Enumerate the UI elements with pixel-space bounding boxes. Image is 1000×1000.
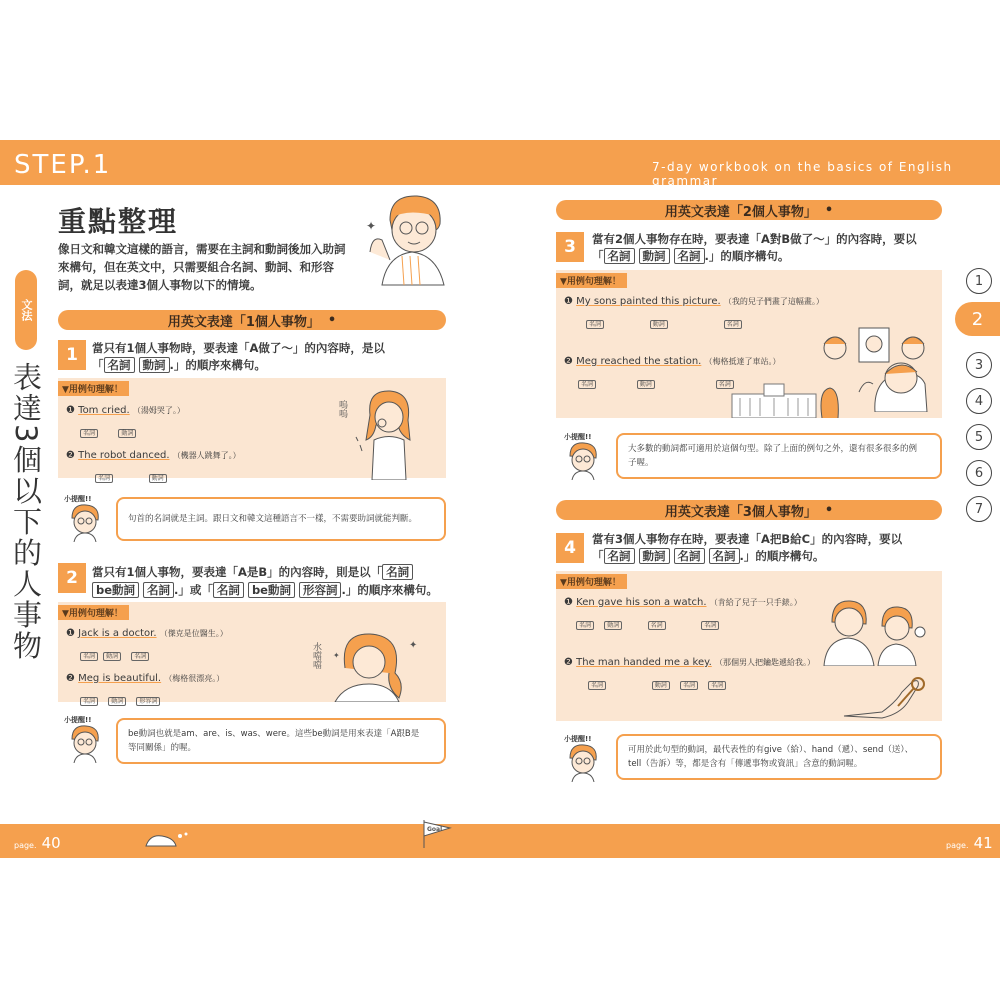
label: 動詞 [650, 320, 668, 329]
noun-box: 名詞 [674, 548, 705, 564]
chapter-1-circle[interactable]: 1 [966, 268, 992, 294]
label: 動詞 [637, 380, 655, 389]
rule-2-end: .」的順序來構句。 [341, 583, 438, 597]
example-5: ❶ My sons painted this picture. （我的兒子們畫了這幅畫。） [564, 296, 824, 307]
example-1-en: Tom cried. [78, 405, 130, 416]
label: 形容詞 [136, 697, 160, 706]
label: 名詞 [724, 320, 742, 329]
example-7-en: Ken gave his son a watch. [576, 597, 707, 608]
teacher-avatar-icon [562, 440, 606, 480]
label: 動詞 [604, 621, 622, 630]
side-tab [15, 270, 37, 350]
station-illustration [730, 380, 840, 418]
example-3: ❶ Jack is a doctor. （傑克是位醫生。） [66, 628, 228, 639]
chapter-6-circle[interactable]: 6 [966, 460, 992, 486]
example-6-zh: （梅格抵達了車站。） [704, 357, 781, 366]
example-6: ❷ Meg reached the station. （梅格抵達了車站。） [564, 356, 781, 367]
side-tab-label: 文法 [20, 299, 33, 321]
example-6-labels [578, 371, 734, 390]
noun-box: 名詞 [382, 564, 413, 580]
label: 動詞 [149, 474, 167, 483]
rule-3-line: 當有2個人事物存在時，要表達「A對B做了～」的內容時，要以 [592, 232, 917, 246]
rule-4-text: 當有3個人事物存在時，要表達「A把B給C」的內容時，要以 「 名詞 動詞 名詞 名詞 .」的順序構句。 [592, 532, 903, 563]
page-label: page. [14, 841, 37, 850]
tip-label: 小提醒!! [64, 716, 92, 724]
intro-line: 詞，就足以表達3個人事物以下的情境。 [58, 278, 262, 292]
rule-2-text [92, 563, 438, 599]
noun-box: 名詞 [604, 248, 635, 264]
tip-label: 小提醒!! [564, 735, 592, 743]
example-4-zh: （梅格很漂亮。） [164, 674, 225, 683]
page-number-left [14, 833, 61, 852]
teacher-avatar-icon [562, 742, 606, 782]
tip-3-bubble [616, 433, 942, 479]
label: 名詞 [576, 621, 594, 630]
example-4: ❷ Meg is beautiful. （梅格很漂亮。） [66, 673, 225, 684]
teacher-avatar-icon [64, 723, 108, 763]
noun-box: 名詞 [104, 357, 135, 373]
example-5-zh: （我的兒子們畫了這幅畫。） [723, 297, 824, 306]
example-tag: ▼用例句理解！ [58, 605, 129, 620]
page-number: 41 [973, 834, 993, 852]
label: 動詞 [652, 681, 670, 690]
page-number: 40 [41, 834, 61, 852]
goal-flag [420, 818, 454, 852]
label: 名詞 [680, 681, 698, 690]
page-title: 重點整理 [58, 205, 179, 238]
example-4-labels [80, 688, 160, 707]
example-tag: ▼用例句理解！ [556, 574, 627, 589]
svg-text:✦: ✦ [333, 651, 340, 660]
label: 名詞 [648, 621, 666, 630]
tip-label: 小提醒!! [564, 433, 592, 441]
section-3-title: 用英文表達「3個人事物」 [664, 504, 817, 520]
example-tag: ▼用例句理解！ [58, 381, 129, 396]
example-2-labels [95, 465, 167, 484]
example-7: ❶ Ken gave his son a watch. （肯給了兒子一只手錶。） [564, 597, 802, 608]
be-verb-box: be動詞 [92, 582, 139, 598]
rule-1-number: 1 [58, 340, 86, 370]
example-3-en: Jack is a doctor. [78, 628, 157, 639]
example-8-en: The man handed me a key. [576, 657, 712, 668]
example-tag: ▼用例句理解！ [556, 273, 627, 288]
page-label: page. [946, 841, 969, 850]
example-8-labels [588, 672, 726, 691]
label: 名詞 [708, 681, 726, 690]
example-6-en: Meg reached the station. [576, 356, 702, 367]
tip-1-text: 句首的名詞就是主詞。跟日文和韓文這種語言不一樣，不需要助詞就能判斷。 [128, 514, 418, 524]
teacher-avatar-icon [64, 502, 108, 542]
example-2: ❷ The robot danced. （機器人跳舞了。） [66, 450, 241, 461]
verb-box: 動詞 [639, 248, 670, 264]
hand-key-icon [842, 672, 932, 720]
example-7-labels [576, 612, 719, 631]
tip-2-bubble [116, 718, 446, 764]
label: 名詞 [588, 681, 606, 690]
verb-box: 動詞 [139, 357, 170, 373]
section-3-pill: 用英文表達「3個人事物」 • [556, 500, 942, 520]
label: 名詞 [716, 380, 734, 389]
chapter-7-circle[interactable]: 7 [966, 496, 992, 522]
example-7-zh: （肯給了兒子一只手錶。） [709, 598, 802, 607]
example-5-labels [586, 311, 742, 330]
label: 名詞 [578, 380, 596, 389]
example-1-labels [80, 420, 136, 439]
teacher-illustration [362, 190, 454, 290]
tip-3-line: 大多數的動詞都可適用於這個句型。除了上面的例句之外，還有很多很多的例 [628, 444, 918, 454]
header-tagline: 7-day workbook on the basics of English grammar [652, 160, 953, 188]
noun-box: 名詞 [709, 548, 740, 564]
sound-effect-1: 嗚嗚 [337, 400, 347, 418]
father-son-illustration [818, 596, 928, 666]
section-1-title: 用英文表達「1個人事物」 [167, 314, 320, 330]
chapter-2-label: 2 [971, 308, 984, 330]
svg-text:✦: ✦ [366, 219, 377, 233]
svg-text:✦: ✦ [409, 640, 418, 651]
adjective-box: 形容詞 [299, 582, 342, 598]
tip-3-line: 子喔。 [628, 458, 654, 468]
vertical-title: 表達3個以下的人事物 [9, 362, 43, 662]
label: 名詞 [80, 697, 98, 706]
tip-4-line: tell（告訴）等，都是含有「傳遞事物或資訊」含意的動詞喔。 [628, 759, 863, 769]
rule-4-end: .」的順序構句。 [739, 549, 825, 563]
example-2-zh: （機器人跳舞了。） [172, 451, 241, 460]
verb-box: 動詞 [639, 548, 670, 564]
be-verb-box: be動詞 [248, 582, 295, 598]
page-number-right [946, 833, 993, 852]
goal-label: Goal [427, 826, 443, 833]
label: 動詞 [108, 697, 126, 706]
example-5-en: My sons painted this picture. [576, 296, 721, 307]
chapter-5-circle[interactable]: 5 [966, 424, 992, 450]
intro-text [58, 240, 346, 294]
example-3-zh: （傑克是位醫生。） [159, 629, 228, 638]
rule-1-line: 當只有1個人事物時，要表達「A做了～」的內容時，是以 [92, 341, 385, 355]
crying-girl-illustration [352, 385, 422, 480]
rule-2-or: .」或「 [174, 583, 213, 597]
rule-3-number: 3 [556, 232, 584, 262]
rule-4-number: 4 [556, 533, 584, 563]
rule-3-end: .」的順序構句。 [704, 249, 790, 263]
example-2-en: The robot danced. [78, 450, 170, 461]
label: 動詞 [103, 652, 121, 661]
rule-1-text: 當只有1個人事物時，要表達「A做了～」的內容時，是以 「 名詞 動詞 .」的順序來構句。 [92, 341, 385, 372]
chapter-4-circle[interactable]: 4 [966, 388, 992, 414]
noun-box: 名詞 [604, 548, 635, 564]
label: 名詞 [95, 474, 113, 483]
runner-icon [140, 828, 190, 852]
chapter-2-tab[interactable] [955, 302, 1000, 336]
tip-1-bubble [116, 497, 446, 541]
tip-2-line: be動詞也就是am、are、is、was、were。這些be動詞是用來表達「A跟B是 [128, 729, 420, 739]
label: 動詞 [118, 429, 136, 438]
label: 名詞 [131, 652, 149, 661]
section-2-title: 用英文表達「2個人事物」 [664, 204, 817, 220]
step-label: STEP.1 [14, 150, 112, 180]
sound-effect-2: 水噹噹 [311, 642, 321, 669]
label: 名詞 [80, 652, 98, 661]
rule-2-number: 2 [58, 563, 86, 593]
example-4-en: Meg is beautiful. [78, 673, 162, 684]
tip-4-bubble [616, 734, 942, 780]
label: 名詞 [701, 621, 719, 630]
intro-line: 像日文和韓文這樣的語言，需要在主詞和動詞後加入助詞 [58, 242, 346, 256]
rule-2-line: 當只有1個人事物，要表達「A是B」的內容時，則是以「 [92, 565, 383, 579]
noun-box: 名詞 [213, 582, 244, 598]
section-1-pill: 用英文表達「1個人事物」 • [58, 310, 446, 330]
example-8: ❷ The man handed me a key. （那個男人把鑰匙遞給我。） [564, 657, 815, 668]
tip-label: 小提醒!! [64, 495, 92, 503]
section-2-pill: 用英文表達「2個人事物」 • [556, 200, 942, 220]
label: 名詞 [586, 320, 604, 329]
label: 名詞 [80, 429, 98, 438]
noun-box: 名詞 [143, 582, 174, 598]
tip-4-line: 可用於此句型的動詞，最代表性的有give（給）、hand（遞）、send（送）、 [628, 745, 914, 755]
rule-4-line: 當有3個人事物存在時，要表達「A把B給C」的內容時，要以 [592, 532, 903, 546]
example-8-zh: （那個男人把鑰匙遞給我。） [714, 658, 815, 667]
intro-line: 來構句，但在英文中，只需要組合名詞、動詞、和形容 [58, 260, 334, 274]
chapter-3-circle[interactable]: 3 [966, 352, 992, 378]
rule-3-text: 當有2個人事物存在時，要表達「A對B做了～」的內容時，要以 「 名詞 動詞 名詞 .」的順序構句。 [592, 232, 917, 263]
example-3-labels [80, 643, 149, 662]
beautiful-girl-illustration [325, 628, 425, 702]
example-1-zh: （湯姆哭了。） [132, 406, 185, 415]
noun-box: 名詞 [674, 248, 705, 264]
rule-1-end: .」的順序來構句。 [169, 358, 266, 372]
example-1: ❶ Tom cried. （湯姆哭了。） [66, 405, 185, 416]
tip-2-line: 等同關係」的喔。 [128, 743, 197, 753]
